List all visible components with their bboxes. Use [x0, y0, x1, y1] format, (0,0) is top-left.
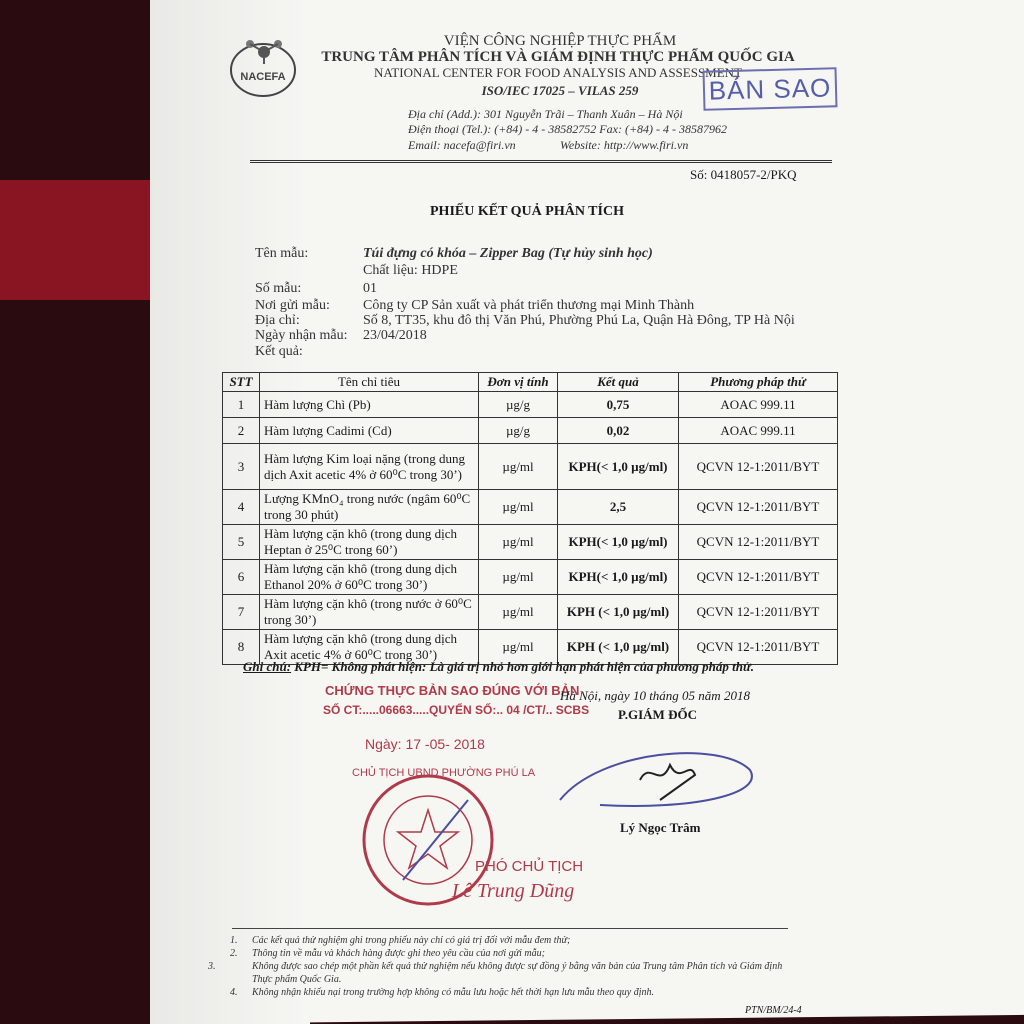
- cell-result: KPH(< 1,0 µg/ml): [558, 525, 679, 560]
- cell-criteria: Lượng KMnO₄ trong nước (ngâm 60⁰C trong 30 phút): [260, 490, 479, 525]
- cell-result: KPH(< 1,0 µg/ml): [558, 444, 679, 490]
- cell-result: KPH(< 1,0 µg/ml): [558, 560, 679, 595]
- header-result: Kết quả: [558, 373, 679, 392]
- certification-date: Ngày: 17 -05- 2018: [365, 736, 485, 752]
- footer-divider: [232, 928, 788, 929]
- cell-method: AOAC 999.11: [679, 418, 838, 444]
- field-label-received-date: Ngày nhận mẫu:: [255, 328, 348, 343]
- cell-result: 0,02: [558, 418, 679, 444]
- table-row: [223, 392, 838, 418]
- footnote-text: Các kết quả thử nghiệm ghi trong phiếu này chỉ có giá trị đối với mẫu đem thử;: [252, 935, 571, 946]
- signer-name: Lý Ngọc Trâm: [620, 820, 701, 835]
- note-text: KPH= Không phát hiện: Là giá trị nhỏ hơn giới hạn phát hiện của phương pháp thử.: [294, 659, 754, 674]
- field-label-address: Địa chỉ:: [255, 313, 300, 328]
- footnote-number: 2.: [230, 948, 238, 959]
- cell-method: QCVN 12-1:2011/BYT: [679, 490, 838, 525]
- field-label-sample-number: Số mẫu:: [255, 281, 302, 296]
- document-number: Số: 0418057-2/PKQ: [690, 167, 797, 182]
- cell-stt: 2: [223, 418, 260, 444]
- director-signature-icon: [540, 740, 760, 830]
- cell-method: QCVN 12-1:2011/BYT: [679, 560, 838, 595]
- document-title: PHIẾU KẾT QUẢ PHÂN TÍCH: [430, 204, 624, 219]
- cell-stt: 5: [223, 525, 260, 560]
- field-value-sample-name: Túi đựng có khóa – Zipper Bag (Tự hủy sinh học): [363, 246, 653, 261]
- field-value-received-date: 23/04/2018: [363, 328, 427, 343]
- institute-name: VIỆN CÔNG NGHIỆP THỰC PHẨM: [443, 33, 677, 49]
- nacefa-logo-icon: [228, 30, 298, 100]
- phone-fax: Điện thoại (Tel.): (+84) - 4 - 38582752 Fax: (+84) - 4 - 38587962: [408, 122, 728, 136]
- certification-line2: SỐ CT:.....06663.....QUYỂN SỐ:.. 04 /CT/.. SCBS: [323, 703, 590, 717]
- email: Email: nacefa@firi.vn: [408, 138, 516, 152]
- footnote: [230, 986, 790, 999]
- cell-stt: 3: [223, 444, 260, 490]
- cell-stt: 6: [223, 560, 260, 595]
- header-unit: Đơn vị tính: [479, 373, 558, 392]
- field-value-sender: Công ty CP Sản xuất và phát triển thương mại Minh Thành: [363, 298, 695, 313]
- cell-criteria: Hàm lượng Cadimi (Cd): [260, 418, 479, 444]
- cell-result: KPH (< 1,0 µg/ml): [558, 630, 679, 665]
- header-method: Phương pháp thử: [679, 373, 838, 392]
- header-criteria: Tên chỉ tiêu: [260, 373, 479, 392]
- table-row: [223, 595, 838, 630]
- cell-result: 0,75: [558, 392, 679, 418]
- iso-accreditation: ISO/IEC 17025 – VILAS 259: [481, 83, 639, 98]
- cell-unit: µg/g: [479, 392, 558, 418]
- footnote-number: 3.: [208, 961, 216, 972]
- cell-unit: µg/ml: [479, 630, 558, 665]
- copy-stamp: BẢN SAO: [702, 67, 837, 110]
- address: Địa chỉ (Add.): 301 Nguyễn Trãi – Thanh Xuân – Hà Nội: [408, 107, 683, 121]
- certification-line1: CHỨNG THỰC BẢN SAO ĐÚNG VỚI BẢN: [325, 683, 580, 698]
- table-header-row: [223, 373, 838, 392]
- cell-unit: µg/ml: [479, 525, 558, 560]
- logo-text: NACEFA: [240, 71, 286, 83]
- cell-method: AOAC 999.11: [679, 392, 838, 418]
- field-value-sample-number: 01: [363, 281, 377, 296]
- center-name-en: NATIONAL CENTER FOR FOOD ANALYSIS AND ASSESSMENT: [373, 65, 743, 80]
- cell-criteria: Hàm lượng cặn khô (trong nước ở 60⁰C trong 30’): [260, 595, 479, 630]
- vice-chairman-name: Lê Trung Dũng: [452, 880, 575, 902]
- cell-unit: µg/ml: [479, 444, 558, 490]
- cell-unit: µg/ml: [479, 595, 558, 630]
- place-date: Hà Nội, ngày 10 tháng 05 năm 2018: [560, 688, 750, 703]
- background-strip: [0, 180, 170, 300]
- header-stt: STT: [223, 373, 260, 392]
- footnote-number: 1.: [230, 935, 238, 946]
- position-title: P.GIÁM ĐỐC: [618, 707, 697, 722]
- note-label: Ghi chú:: [243, 659, 292, 674]
- cell-method: QCVN 12-1:2011/BYT: [679, 525, 838, 560]
- table-row: [223, 525, 838, 560]
- table-row: [223, 490, 838, 525]
- cell-method: QCVN 12-1:2011/BYT: [679, 444, 838, 490]
- footnote: [230, 934, 790, 947]
- cell-unit: µg/ml: [479, 560, 558, 595]
- field-label-sender: Nơi gửi mẫu:: [255, 298, 330, 313]
- table-row: [223, 560, 838, 595]
- center-name-vi: TRUNG TÂM PHÂN TÍCH VÀ GIÁM ĐỊNH THỰC PHẨM QUỐC GIA: [321, 49, 795, 65]
- cell-unit: µg/ml: [479, 490, 558, 525]
- cell-method: QCVN 12-1:2011/BYT: [679, 630, 838, 665]
- vice-chairman-title: PHÓ CHỦ TỊCH: [475, 858, 584, 875]
- note: [243, 659, 754, 675]
- cell-criteria: Hàm lượng cặn khô (trong dung dịch Axit acetic 4% ở 60⁰C trong 30’): [260, 630, 479, 665]
- footnotes: [208, 934, 790, 999]
- cell-unit: µg/g: [479, 418, 558, 444]
- field-label-result: Kết quả:: [255, 344, 303, 359]
- cell-criteria: Hàm lượng cặn khô (trong dung dịch Ethanol 20% ở 60⁰C trong 30’): [260, 560, 479, 595]
- cell-result: 2,5: [558, 490, 679, 525]
- footnote-text: Thông tin về mẫu và khách hàng được ghi theo yêu cầu của nơi gửi mẫu;: [252, 948, 545, 959]
- cell-stt: 8: [223, 630, 260, 665]
- cell-criteria: Hàm lượng Kim loại nặng (trong dung dịch Axit acetic 4% ở 60⁰C trong 30’): [260, 444, 479, 490]
- cell-criteria: Hàm lượng cặn khô (trong dung dịch Heptan ở 25⁰C trong 60’): [260, 525, 479, 560]
- website: Website: http://www.firi.vn: [560, 138, 689, 152]
- cell-stt: 1: [223, 392, 260, 418]
- table-row: [223, 418, 838, 444]
- results-table: [222, 372, 838, 665]
- footnote-text: Không nhận khiếu nại trong trường hợp không có mẫu lưu hoặc hết thời hạn lưu mẫu theo quy định.: [252, 987, 654, 998]
- table-row: [223, 444, 838, 490]
- field-value-address: Số 8, TT35, khu đô thị Văn Phú, Phường Phú La, Quận Hà Đông, TP Hà Nội: [363, 313, 795, 328]
- form-code: PTN/BM/24-4: [745, 1005, 802, 1016]
- cell-result: KPH (< 1,0 µg/ml): [558, 595, 679, 630]
- footnote-text: Không được sao chép một phần kết quả thử nghiệm nếu không được sự đồng ý bằng văn bản của Trung tâm Phân tích và Giám định Thực phẩm Quốc Gia.: [252, 961, 783, 985]
- cell-stt: 7: [223, 595, 260, 630]
- field-value-material: Chất liệu: HDPE: [363, 263, 458, 278]
- cell-stt: 4: [223, 490, 260, 525]
- field-label-sample-name: Tên mẫu:: [255, 246, 309, 261]
- header-divider: [250, 160, 832, 163]
- footnote: [230, 947, 790, 960]
- certification-chairman: CHỦ TỊCH UBND PHƯỜNG PHÚ LA: [352, 767, 536, 779]
- cell-criteria: Hàm lượng Chì (Pb): [260, 392, 479, 418]
- cell-method: QCVN 12-1:2011/BYT: [679, 595, 838, 630]
- footnote: [208, 960, 790, 986]
- footnote-number: 4.: [230, 987, 238, 998]
